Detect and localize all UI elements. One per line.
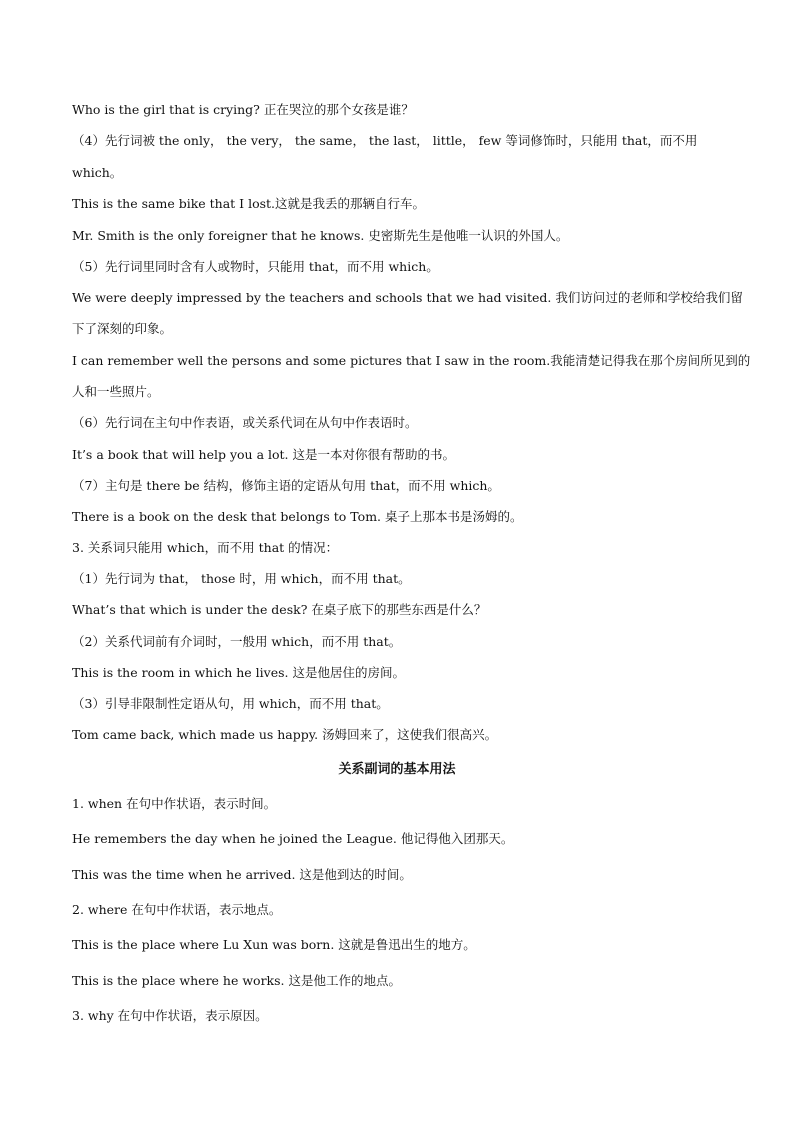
- text-line: （2）关系代词前有介词时，一般用 which，而不用 that。: [72, 634, 402, 649]
- text-line: （1）先行词为 that， those 时，用 which，而不用 that。: [72, 571, 411, 586]
- text-line: which。: [72, 165, 123, 180]
- text-line: 2. where 在句中作状语，表示地点。: [72, 902, 282, 917]
- text-line: 人和一些照片。: [72, 384, 160, 399]
- text-line: Mr. Smith is the only foreigner that he knows. 史密斯先生是他唯一认识的外国人。: [72, 228, 569, 243]
- text-line: I can remember well the persons and some pictures that I saw in the room.我能清楚记得我在那个房间所见到的: [72, 353, 751, 368]
- text-line: （4）先行词被 the only， the very， the same， the last， little， few 等词修饰时，只能用 that，而不用: [72, 133, 698, 148]
- text-line: Tom came back, which made us happy. 汤姆回来了，这使我们很高兴。: [72, 727, 498, 742]
- text-line: （3）引导非限制性定语从句，用 which，而不用 that。: [72, 696, 389, 711]
- section-title: 关系副词的基本用法: [338, 762, 456, 777]
- text-line: （7）主句是 there be 结构，修饰主语的定语从句用 that，而不用 which。: [72, 478, 500, 493]
- text-line: （5）先行词里同时含有人或物时，只能用 that，而不用 which。: [72, 259, 439, 274]
- text-line: This is the place where Lu Xun was born. 这就是鲁迅出生的地方。: [72, 937, 476, 952]
- text-line: This was the time when he arrived. 这是他到达的时间。: [72, 867, 412, 882]
- text-line: There is a book on the desk that belongs to Tom. 桌子上那本书是汤姆的。: [72, 509, 523, 524]
- text-line: 3. 关系词只能用 which，而不用 that 的情况：: [72, 540, 339, 555]
- text-line: 1. when 在句中作状语，表示时间。: [72, 796, 277, 811]
- text-line: 下了深刻的印象。: [72, 321, 173, 336]
- text-line: We were deeply impressed by the teachers and schools that we had visited. 我们访问过的老师和学校给我们留: [72, 290, 743, 305]
- text-line: This is the place where he works. 这是他工作的地点。: [72, 973, 401, 988]
- text-line: Who is the girl that is crying? 正在哭泣的那个女孩是谁？: [72, 102, 414, 117]
- text-line: （6）先行词在主句中作表语，或关系代词在从句中作表语时。: [72, 415, 418, 430]
- text-line: This is the room in which he lives. 这是他居住的房间。: [72, 665, 405, 680]
- text-line: It’s a book that will help you a lot. 这是一本对你很有帮助的书。: [72, 447, 455, 462]
- text-line: He remembers the day when he joined the League. 他记得他入团那天。: [72, 831, 514, 846]
- text-line: What’s that which is under the desk? 在桌子底下的那些东西是什么？: [72, 602, 487, 617]
- text-line: This is the same bike that I lost.这就是我丢的那辆自行车。: [72, 196, 426, 211]
- text-line: 3. why 在句中作状语，表示原因。: [72, 1008, 268, 1023]
